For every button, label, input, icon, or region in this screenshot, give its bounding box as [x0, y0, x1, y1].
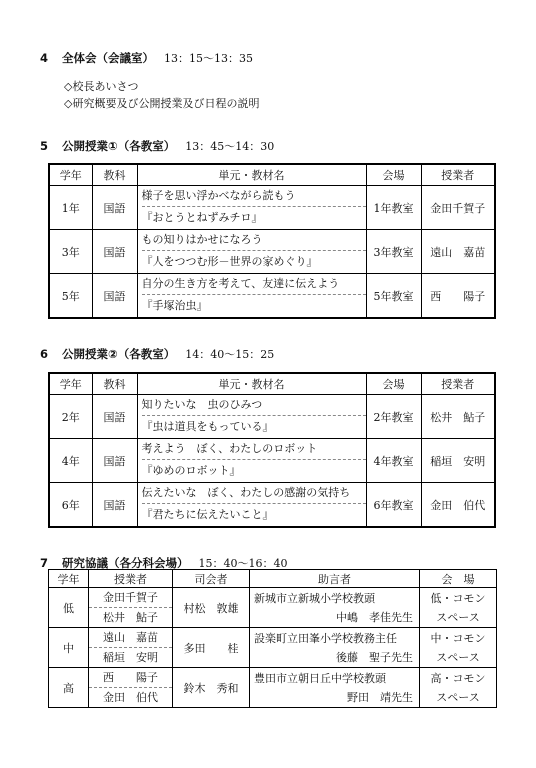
material-title: 『手塚治虫』 [141, 299, 208, 312]
header-grade: 学年 [49, 373, 92, 395]
room-cell: 1年教室 [366, 186, 421, 230]
lesson-table-2 [48, 372, 496, 528]
conference-table [48, 569, 497, 708]
unit-title: 考えよう ぼく、わたしのロボット [142, 439, 366, 460]
section4-title: 全体会（会議室） [62, 51, 154, 65]
grade-cell: 4年 [49, 439, 92, 483]
table-header-row [49, 164, 495, 186]
header-unit: 単元・教材名 [137, 164, 366, 186]
grade-cell: 1年 [49, 186, 92, 230]
section7-time: 15：40〜16：40 [198, 557, 288, 570]
material-title: 『人をつつむ形－世界の家めぐり』 [141, 255, 318, 268]
header-room: 会場 [366, 164, 421, 186]
table-header-row [49, 570, 497, 588]
header-chair: 司会者 [173, 570, 250, 588]
section5-time: 13：45〜14：30 [185, 140, 275, 153]
teacher-2: 金田 伯代 [103, 691, 158, 704]
teacher-cell: 松井 鮎子 [421, 395, 495, 439]
section4-time: 13：15〜13：35 [164, 52, 253, 65]
header-advisor: 助言者 [250, 570, 420, 588]
chair-cell: 鈴木 秀和 [173, 668, 250, 708]
unit-cell [137, 439, 366, 483]
teacher-cell: 金田 伯代 [421, 483, 495, 528]
unit-title: 自分の生き方を考えて、友達に伝えよう [142, 274, 366, 295]
chair-cell: 村松 敦雄 [173, 588, 250, 628]
teacher-cell: 西 陽子 [421, 274, 495, 319]
header-teacher: 授業者 [421, 373, 495, 395]
teacher-cell: 遠山 嘉苗 [421, 230, 495, 274]
teacher-cell [89, 628, 173, 668]
unit-cell [137, 230, 366, 274]
section5-number: 5 [40, 139, 49, 153]
room-cell: 2年教室 [366, 395, 421, 439]
unit-cell [137, 186, 366, 230]
grade-cell: 低 [49, 588, 89, 628]
grade-cell: 5年 [49, 274, 92, 319]
grade-cell: 3年 [49, 230, 92, 274]
teacher-1: 遠山 嘉苗 [89, 628, 172, 648]
teacher-cell [89, 588, 173, 628]
header-grade: 学年 [49, 164, 92, 186]
section6-title: 公開授業②（各教室） [62, 347, 176, 361]
header-room: 会場 [366, 373, 421, 395]
teacher-cell: 金田千賀子 [421, 186, 495, 230]
section4-number: 4 [40, 51, 49, 65]
section7-title: 研究協議（各分科会場） [62, 556, 189, 570]
subject-cell: 国語 [92, 395, 137, 439]
header-venue: 会 場 [420, 570, 497, 588]
unit-cell [137, 274, 366, 319]
teacher-cell: 稲垣 安明 [421, 439, 495, 483]
material-title: 『君たちに伝えたいこと』 [141, 508, 274, 521]
venue-line-2: スペース [436, 610, 480, 624]
unit-cell [137, 483, 366, 528]
grade-cell: 2年 [49, 395, 92, 439]
section5-heading [40, 138, 274, 154]
header-subject: 教科 [92, 164, 137, 186]
section6-number: 6 [40, 347, 49, 361]
advisor-cell [250, 628, 420, 668]
section4-bullet-1: ◇校長あいさつ [64, 80, 139, 93]
teacher-2: 稲垣 安明 [103, 651, 158, 664]
venue-cell [420, 628, 497, 668]
venue-cell [420, 588, 497, 628]
unit-title: 伝えたいな ぼく、わたしの感謝の気持ち [142, 483, 366, 504]
room-cell: 6年教室 [366, 483, 421, 528]
section6-heading [40, 346, 274, 362]
table-row [49, 668, 497, 708]
room-cell: 3年教室 [366, 230, 421, 274]
subject-cell: 国語 [92, 274, 137, 319]
venue-line-2: スペース [436, 650, 480, 664]
section5-title: 公開授業①（各教室） [62, 139, 176, 153]
material-title: 『ゆめのロボット』 [141, 464, 241, 477]
advisor-name: 後藤 聖子先生 [336, 650, 413, 664]
table-header-row [49, 373, 495, 395]
grade-cell: 高 [49, 668, 89, 708]
material-title: 『虫は道具をもっている』 [141, 420, 274, 433]
header-subject: 教科 [92, 373, 137, 395]
material-title: 『おとうとねずみチロ』 [141, 211, 263, 224]
advisor-cell [250, 588, 420, 628]
section7-number: 7 [40, 556, 49, 570]
section4-bullet-2: ◇研究概要及び公開授業及び日程の説明 [64, 97, 260, 110]
unit-title: 様子を思い浮かべながら読もう [142, 186, 366, 207]
header-teacher: 授業者 [89, 570, 173, 588]
room-cell: 4年教室 [366, 439, 421, 483]
table-row [49, 274, 495, 319]
teacher-cell [89, 668, 173, 708]
header-unit: 単元・教材名 [137, 373, 366, 395]
table-row [49, 483, 495, 528]
room-cell: 5年教室 [366, 274, 421, 319]
venue-line-2: スペース [436, 690, 480, 704]
table-row [49, 395, 495, 439]
advisor-org: 新城市立新城小学校教頭 [254, 591, 375, 605]
unit-title: もの知りはかせになろう [142, 230, 366, 251]
unit-cell [137, 395, 366, 439]
subject-cell: 国語 [92, 186, 137, 230]
venue-cell [420, 668, 497, 708]
grade-cell: 6年 [49, 483, 92, 528]
lesson-table-1 [48, 163, 496, 319]
table-row [49, 186, 495, 230]
subject-cell: 国語 [92, 439, 137, 483]
venue-line-1: 低・コモン [430, 591, 486, 605]
teacher-2: 松井 鮎子 [103, 611, 158, 624]
venue-line-1: 高・コモン [430, 671, 486, 685]
subject-cell: 国語 [92, 230, 137, 274]
subject-cell: 国語 [92, 483, 137, 528]
teacher-1: 金田千賀子 [89, 588, 172, 608]
table-row [49, 230, 495, 274]
advisor-name: 中嶋 孝佳先生 [336, 610, 413, 624]
unit-title: 知りたいな 虫のひみつ [142, 395, 366, 416]
header-grade: 学年 [49, 570, 89, 588]
grade-cell: 中 [49, 628, 89, 668]
teacher-1: 西 陽子 [89, 668, 172, 688]
advisor-name: 野田 靖先生 [347, 690, 413, 704]
table-row [49, 628, 497, 668]
header-teacher: 授業者 [421, 164, 495, 186]
advisor-org: 設楽町立田峯小学校教務主任 [254, 631, 397, 645]
table-row [49, 588, 497, 628]
section6-time: 14：40〜15：25 [185, 348, 275, 361]
section4-heading [40, 50, 253, 66]
chair-cell: 多田 桂 [173, 628, 250, 668]
venue-line-1: 中・コモン [430, 631, 486, 645]
advisor-org: 豊田市立朝日丘中学校教頭 [254, 671, 386, 685]
table-row [49, 439, 495, 483]
advisor-cell [250, 668, 420, 708]
